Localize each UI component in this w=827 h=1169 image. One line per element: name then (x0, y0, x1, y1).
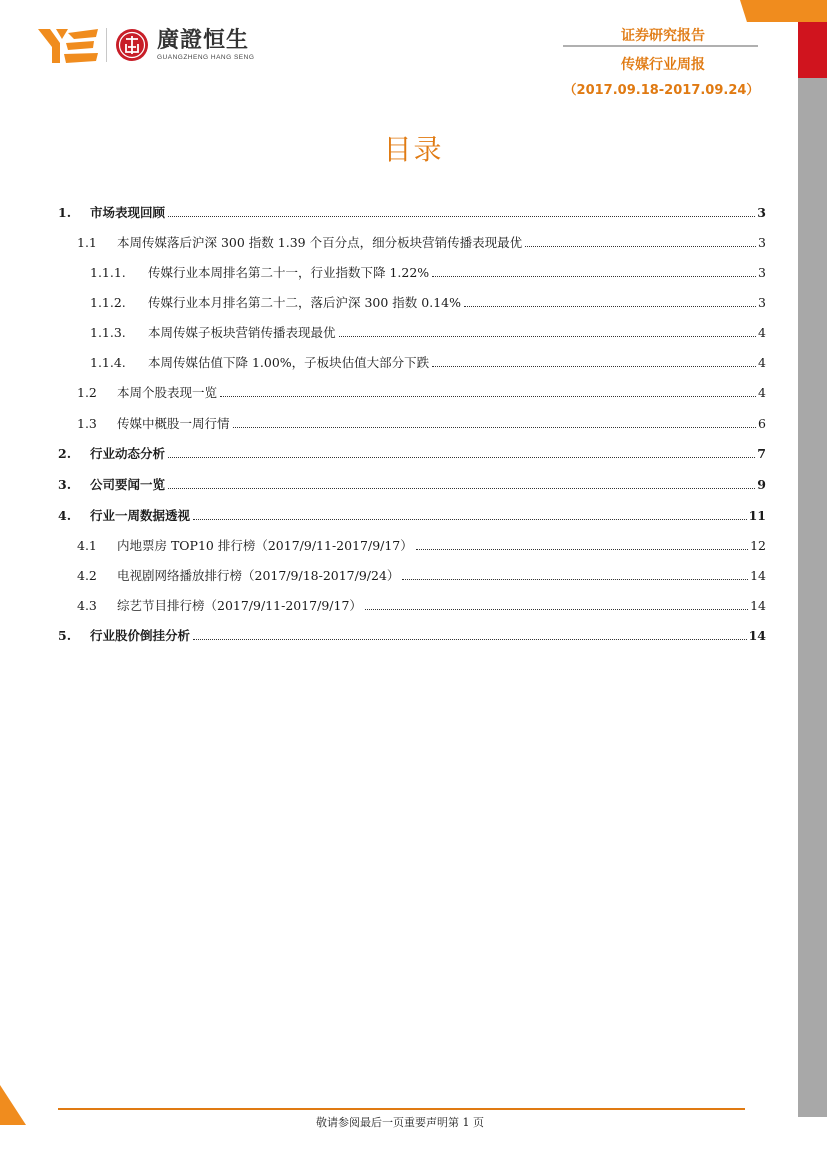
toc-entry-title: 行业一周数据透视 (90, 508, 191, 523)
toc-entry-page: 3 (757, 205, 766, 220)
toc-entry-number: 4.3 (77, 598, 97, 613)
toc-entry-title: 公司要闻一览 (90, 477, 166, 492)
toc-entry[interactable] (90, 355, 766, 371)
toc-entry[interactable] (77, 416, 766, 432)
toc-entry-title: 综艺节目排行榜（2017/9/11-2017/9/17） (117, 598, 362, 613)
toc-leader-dots (193, 639, 747, 640)
page-title: 目录 (383, 133, 444, 166)
toc-entry[interactable] (90, 265, 766, 281)
toc-entry-page: 9 (757, 477, 766, 492)
toc-entry-page: 4 (758, 355, 766, 370)
toc-entry-page: 4 (758, 325, 766, 340)
toc-leader-dots (339, 336, 757, 337)
toc-entry-number: 1.1.1. (90, 265, 126, 280)
toc-entry-title: 本周传媒子板块营销传播表现最优 (148, 325, 336, 340)
toc-entry-page: 14 (748, 628, 766, 643)
toc-entry-title: 行业股价倒挂分析 (90, 628, 191, 643)
toc-entry-title: 本周个股表现一览 (117, 385, 218, 400)
toc-entry-page: 11 (748, 508, 766, 523)
toc-entry-title: 市场表现回顾 (90, 205, 166, 220)
toc-entry[interactable] (58, 205, 766, 221)
toc-leader-dots (402, 579, 748, 580)
side-bar-accent (798, 22, 827, 78)
report-date-range: （2017.09.18-2017.09.24） (563, 83, 760, 98)
toc-entry-title: 传媒行业本月排名第二十二，落后沪深 300 指数 0.14% (148, 295, 461, 310)
toc-entry-page: 14 (750, 568, 766, 583)
toc-entry[interactable] (77, 598, 766, 614)
toc-leader-dots (365, 609, 748, 610)
toc-entry-page: 7 (757, 446, 766, 461)
toc-entry-page: 4 (758, 385, 766, 400)
company-logo (38, 25, 254, 65)
logo-separator (106, 28, 107, 62)
toc-entry-number: 1.1.4. (90, 355, 126, 370)
toc-entry-page: 14 (750, 598, 766, 613)
toc-entry[interactable] (77, 235, 766, 251)
toc-entry-number: 1.2 (77, 385, 97, 400)
report-type: 证券研究报告 (621, 28, 705, 44)
toc-entry[interactable] (58, 477, 766, 493)
toc-entry-title: 本周传媒落后沪深 300 指数 1.39 个百分点，细分板块营销传播表现最优 (117, 235, 523, 250)
toc-entry-number: 4.1 (77, 538, 97, 553)
toc-entry-title: 传媒行业本周排名第二十一，行业指数下降 1.22% (148, 265, 430, 280)
logo-name-cn: 廣證恒生 (157, 27, 250, 53)
toc-entry-title: 传媒中概股一周行情 (117, 416, 230, 431)
toc-entry-number: 5. (58, 628, 72, 643)
toc-entry-number: 1. (58, 205, 72, 220)
toc-entry[interactable] (58, 508, 766, 524)
toc-entry-page: 3 (758, 265, 766, 280)
toc-entry-number: 1.1.2. (90, 295, 126, 310)
toc-leader-dots (168, 488, 755, 489)
toc-entry-number: 1.3 (77, 416, 97, 431)
toc-entry-title: 内地票房 TOP10 排行榜（2017/9/11-2017/9/17） (117, 538, 413, 553)
toc-leader-dots (432, 366, 756, 367)
toc-entry-page: 6 (758, 416, 766, 431)
report-name: 传媒行业周报 (621, 57, 705, 73)
toc-leader-dots (416, 549, 748, 550)
toc-entry-number: 1.1.3. (90, 325, 126, 340)
toc-leader-dots (220, 396, 756, 397)
toc-entry[interactable] (58, 446, 766, 462)
toc-leader-dots (464, 306, 756, 307)
toc-leader-dots (168, 216, 755, 217)
toc-entry-number: 4.2 (77, 568, 97, 583)
header-divider (563, 45, 758, 47)
toc-leader-dots (432, 276, 756, 277)
logo-name-en: GUANGZHENG HANG SENG (157, 53, 255, 61)
toc-entry-number: 4. (58, 508, 72, 523)
toc-entry[interactable] (90, 295, 766, 311)
ye-logo-icon (38, 25, 100, 65)
toc-leader-dots (525, 246, 756, 247)
toc-entry[interactable] (77, 385, 766, 401)
toc-entry[interactable] (58, 628, 766, 644)
toc-entry-number: 2. (58, 446, 72, 461)
seal-logo-icon (115, 28, 149, 62)
toc-leader-dots (168, 457, 755, 458)
toc-entry-number: 3. (58, 477, 72, 492)
toc-entry-title: 行业动态分析 (90, 446, 166, 461)
toc-entry-title: 本周传媒估值下降 1.00%，子板块估值大部分下跌 (148, 355, 430, 370)
toc-entry[interactable] (77, 568, 766, 584)
toc-entry-title: 电视剧网络播放排行榜（2017/9/18-2017/9/24） (117, 568, 400, 583)
toc-entry-page: 12 (750, 538, 766, 553)
footer-disclaimer: 敬请参阅最后一页重要声明第 1 页 (316, 1116, 484, 1129)
logo-text (157, 29, 254, 62)
toc-entry[interactable] (90, 325, 766, 341)
toc-leader-dots (233, 427, 757, 428)
corner-decoration-top (740, 0, 827, 22)
toc-entry[interactable] (77, 538, 766, 554)
toc-entry-number: 1.1 (77, 235, 97, 250)
toc-leader-dots (193, 519, 747, 520)
toc-entry-page: 3 (758, 235, 766, 250)
toc-entry-page: 3 (758, 295, 766, 310)
footer-divider (58, 1108, 745, 1110)
